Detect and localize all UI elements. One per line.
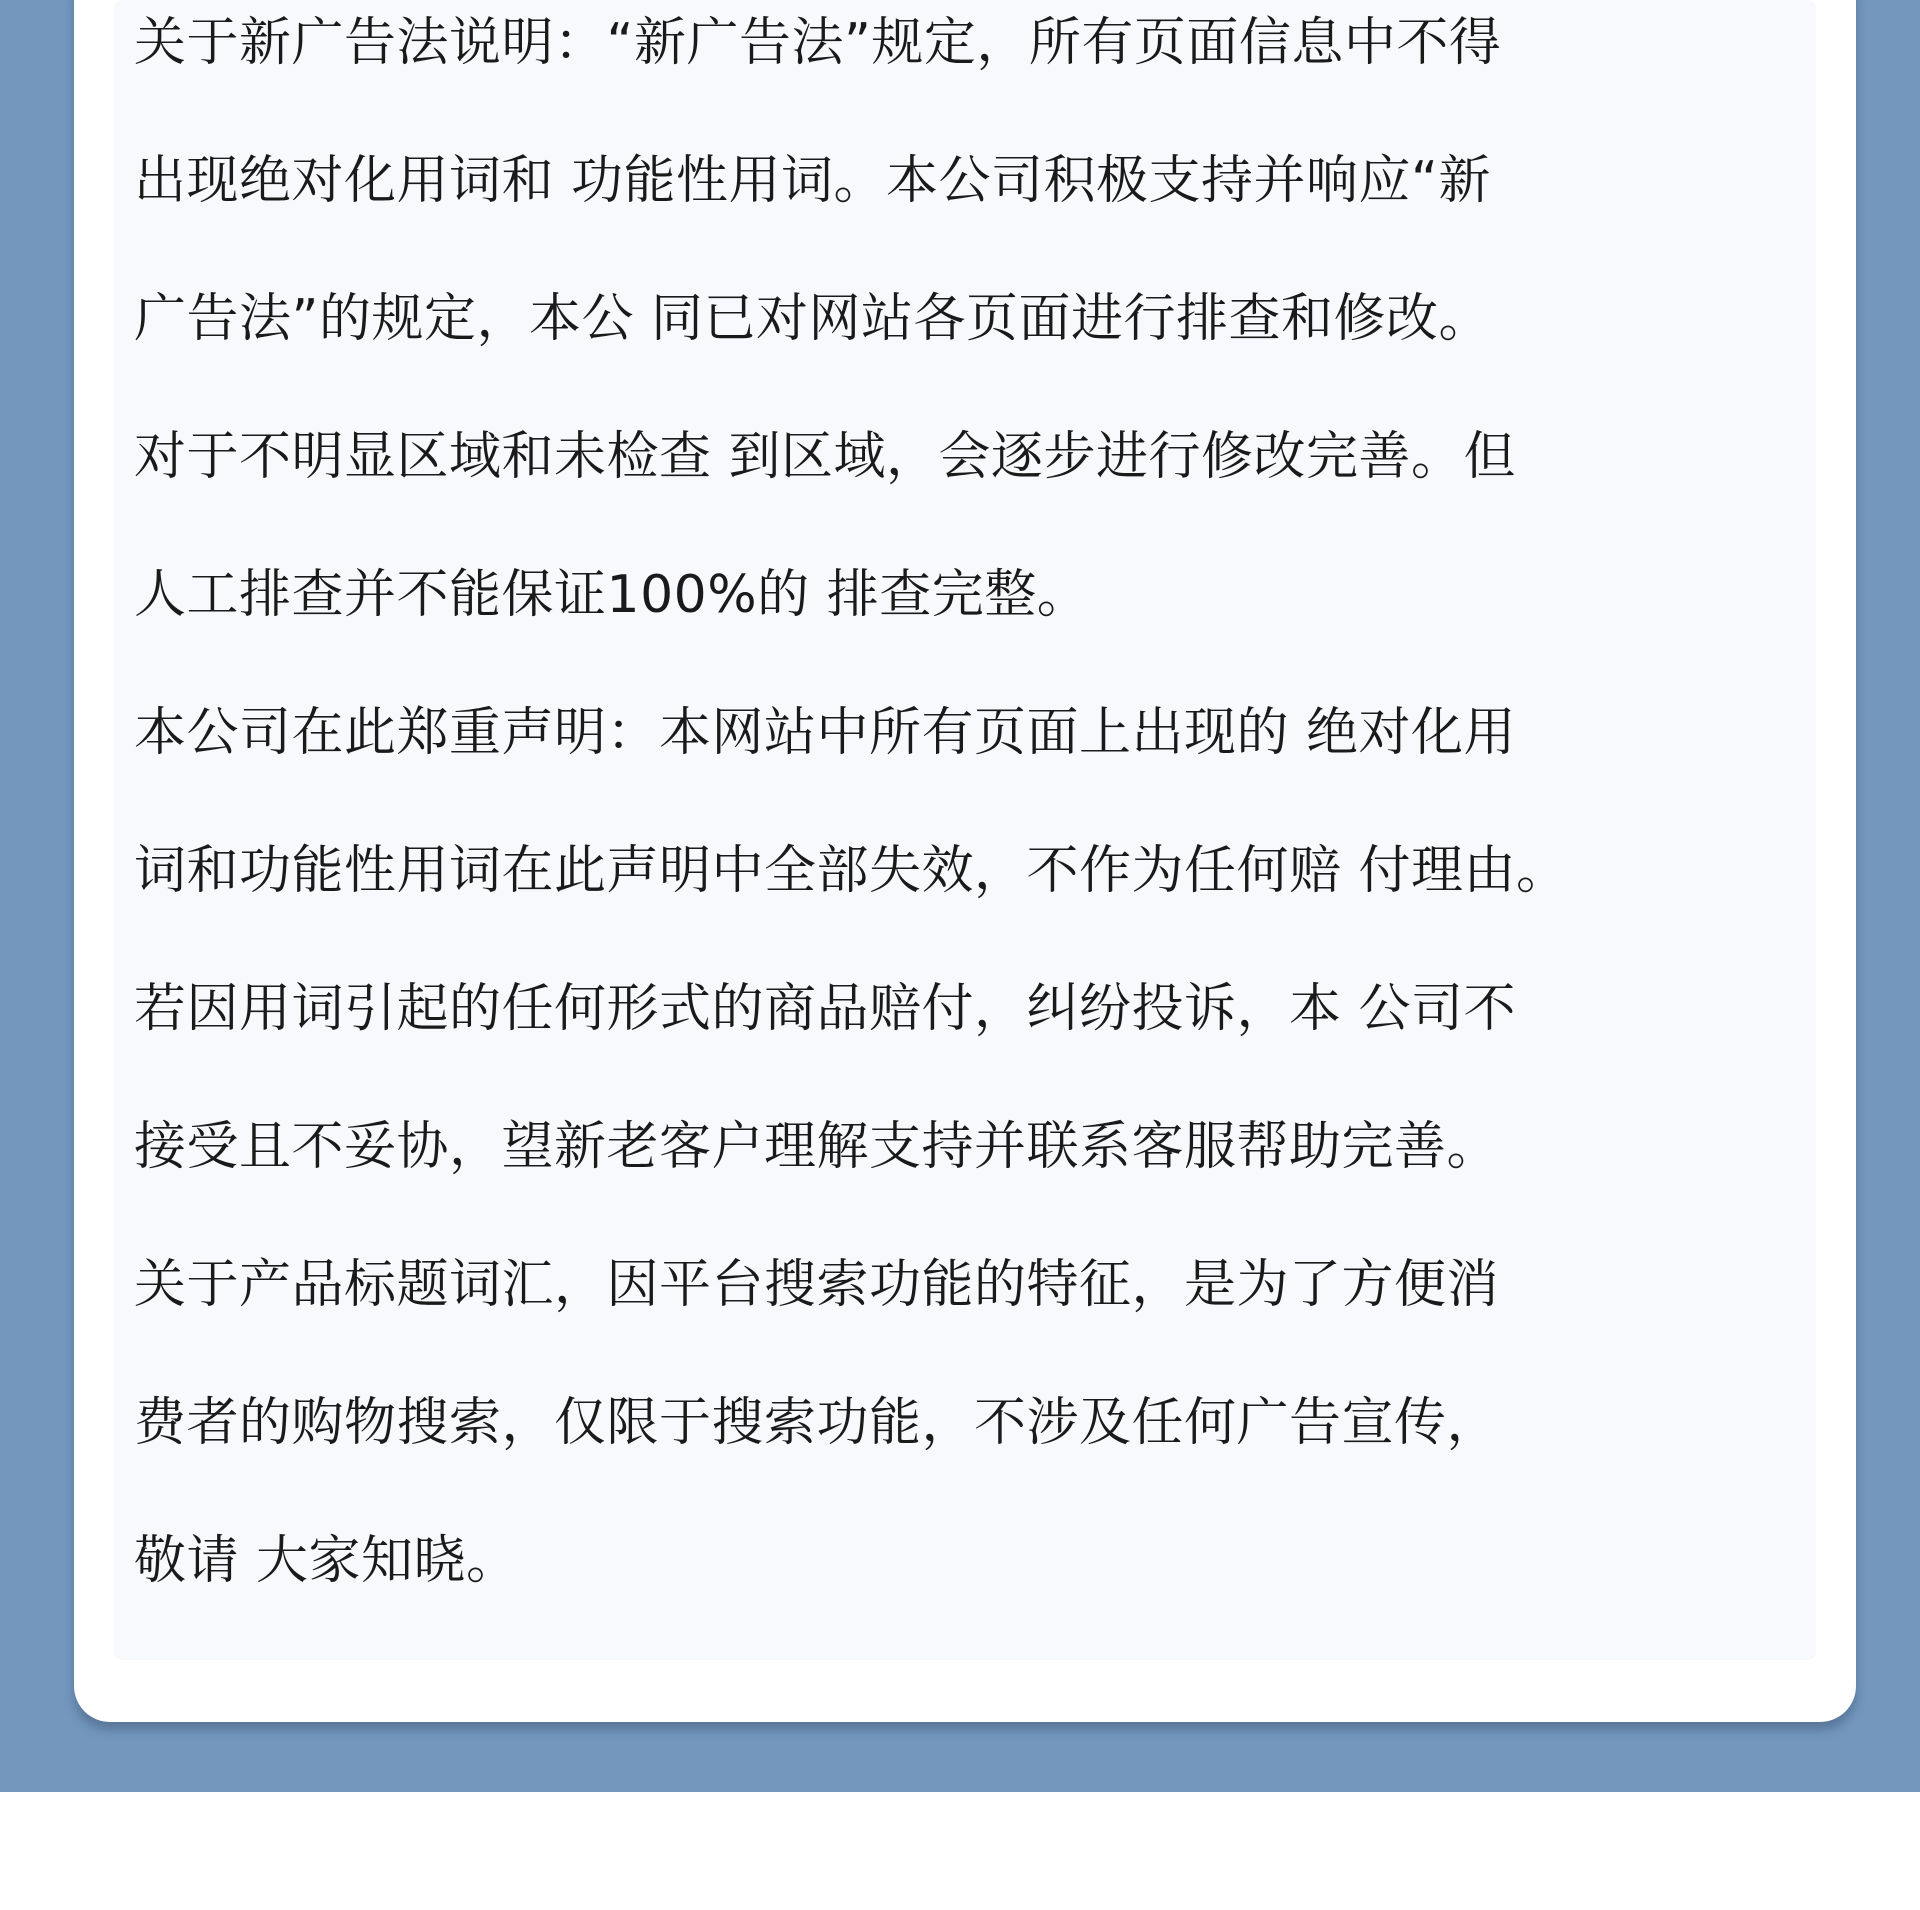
notice-line: 关于新广告法说明：“新广告法”规定，所有页面信息中不得: [134, 13, 1502, 73]
notice-line: 关于产品标题词汇，因平台搜索功能的特征，是为了方便消: [134, 1255, 1500, 1315]
notice-line: 若因用词引起的任何形式的商品赔付，纠纷投诉，本 公司不: [134, 979, 1517, 1039]
notice-line: 敬请 大家知晓。: [134, 1531, 519, 1591]
notice-text-block: [134, 0, 1784, 1656]
notice-line: 词和功能性用词在此声明中全部失效，不作为任何赔 付理由。: [134, 841, 1569, 901]
notice-line: 接受且不妥协，望新老客户理解支持并联系客服帮助完善。: [134, 1117, 1500, 1177]
notice-line: 对于不明显区域和未检查 到区域，会逐步进行修改完善。但: [134, 427, 1517, 487]
notice-line: 广告法”的规定，本公 同已对网站各页面进行排查和修改。: [134, 289, 1491, 349]
notice-line: 人工排查并不能保证100%的 排查完整。: [134, 565, 1090, 625]
notice-line: 本公司在此郑重声明：本网站中所有页面上出现的 绝对化用: [134, 703, 1517, 763]
notice-line: 费者的购物搜索，仅限于搜索功能，不涉及任何广告宣传，: [134, 1393, 1500, 1453]
notice-line: 出现绝对化用词和 功能性用词。本公司积极支持并响应“新: [134, 151, 1491, 211]
